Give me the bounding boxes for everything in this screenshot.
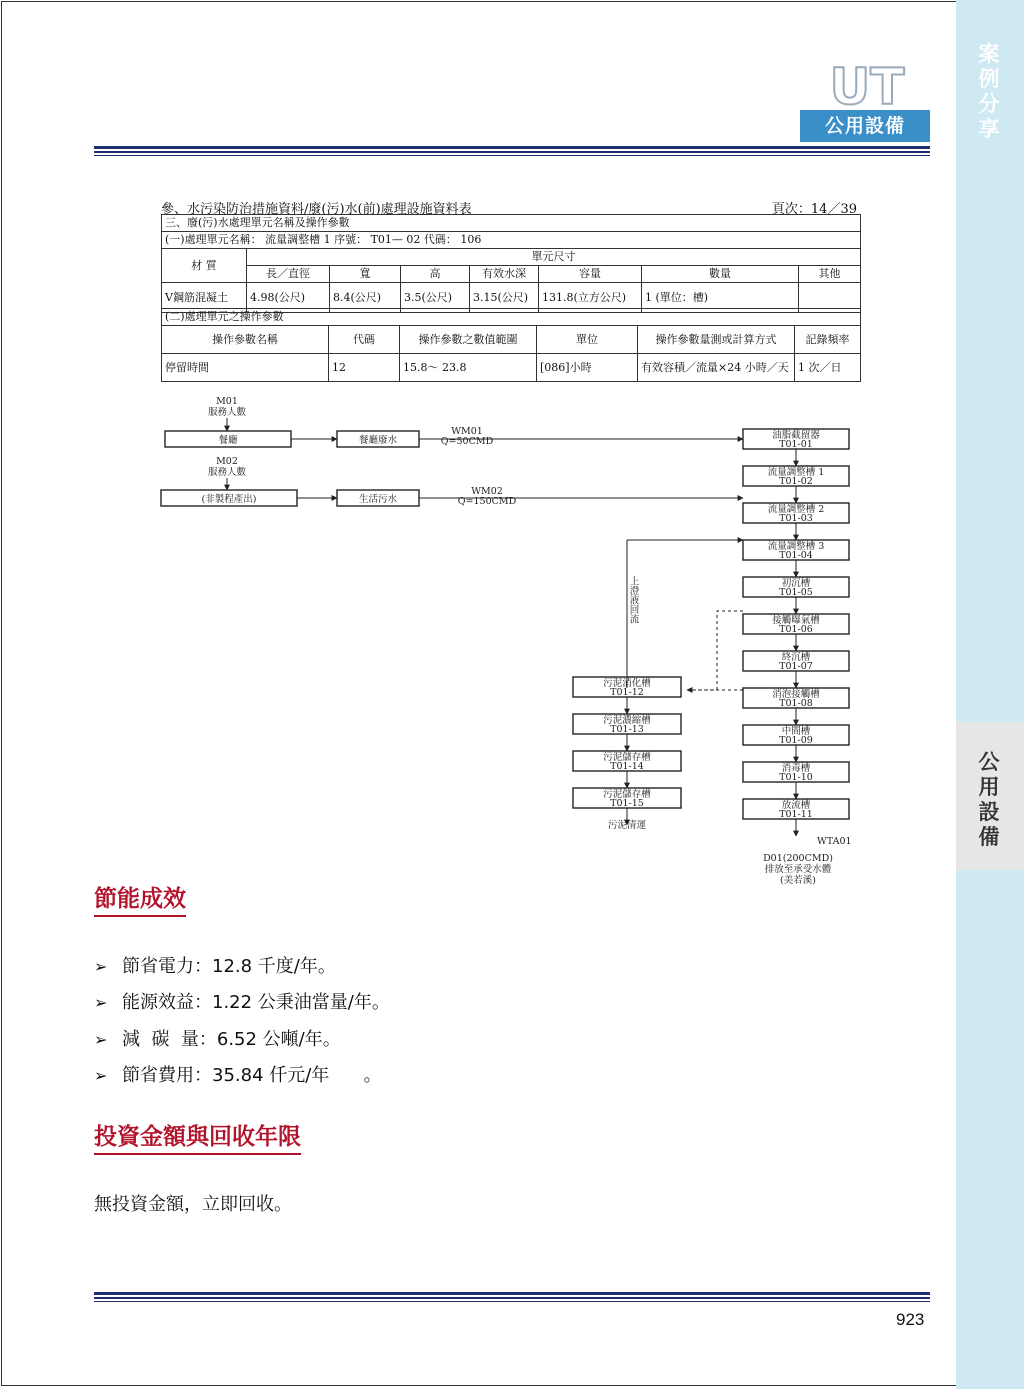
bullet-arrow-icon: ➢ <box>94 1066 108 1085</box>
flow-box-code: T01-14 <box>610 761 644 772</box>
flow-box <box>743 429 849 450</box>
ov-name: 停留時間 <box>162 354 329 382</box>
flow-box-name: 污泥儲存槽 <box>603 789 651 800</box>
flow-box-name: 中間槽 <box>781 726 811 737</box>
flow-box-code: T01-02 <box>779 476 813 487</box>
h-other: 其他 <box>799 266 861 283</box>
oh-method: 操作參數量測或計算方式 <box>638 326 795 354</box>
bullet-3 <box>94 1025 341 1051</box>
flow-box-name: 流量調整槽 3 <box>767 541 825 552</box>
h-material: 材 質 <box>162 249 247 283</box>
v-material: V鋼筋混凝土 <box>162 283 247 313</box>
energy-heading: 節能成效 <box>94 880 186 917</box>
bullet-1 <box>94 952 336 978</box>
flow-box-code: T01-10 <box>779 772 813 783</box>
bullet-1-text: 節省電力：12.8 千度/年。 <box>122 956 336 977</box>
flow-box-code: T01-07 <box>779 661 813 672</box>
left-chain <box>573 677 681 825</box>
flow-box <box>743 540 849 561</box>
flow-box-name: 終沉槽 <box>781 652 811 663</box>
flow-box <box>743 688 849 709</box>
logo-band: 公用設備 <box>800 110 930 142</box>
flow-box-code: T01-01 <box>779 439 813 450</box>
v-depth: 3.15(公尺) <box>470 283 539 313</box>
outfall-3: (美若溪) <box>780 875 816 886</box>
v-len: 4.98(公尺) <box>247 283 330 313</box>
flow-box-name: 消毒槽 <box>781 763 811 774</box>
flow-box-code: T01-05 <box>779 587 813 598</box>
scan-title: 參、水污染防治措施資料/廢(污)水(前)處理設施資料表 <box>161 202 472 217</box>
wm01-q: Q=50CMD <box>440 436 494 447</box>
flow-box-name: 初沉槽 <box>781 578 811 589</box>
ov-method: 有效容積／流量×24 小時／天 <box>638 354 795 382</box>
flow-box <box>743 725 849 746</box>
v-qty: 1 (單位：槽) <box>642 283 799 313</box>
ov-unit: [086]小時 <box>537 354 638 382</box>
ov-code: 12 <box>329 354 400 382</box>
flow-box-code: T01-13 <box>610 724 644 735</box>
flow-box <box>573 788 681 809</box>
src2-box <box>161 490 297 506</box>
flow-box <box>573 751 681 772</box>
flow-box <box>743 503 849 524</box>
flow-box-code: T01-06 <box>779 624 813 635</box>
flow-box <box>743 651 849 672</box>
flow-box-name: 污泥濃縮槽 <box>603 715 651 726</box>
flow-box-name: 流量調整槽 2 <box>767 504 825 515</box>
v-hgt: 3.5(公尺) <box>401 283 470 313</box>
oh-name: 操作參數名稱 <box>162 326 329 354</box>
flow-box-name: 放流槽 <box>781 800 811 811</box>
v-wid: 8.4(公尺) <box>330 283 401 313</box>
sludge-out: 污泥清運 <box>607 820 647 831</box>
m02-sub: 服務人數 <box>207 467 247 478</box>
h-wid: 寬 <box>330 266 401 283</box>
invest-text: 無投資金額，立即回收。 <box>94 1194 292 1215</box>
flow-box-code: T01-12 <box>610 687 644 698</box>
scan-page: 頁次：14／39 <box>771 202 857 217</box>
flow-box-code: T01-09 <box>779 735 813 746</box>
v-cap: 131.8(立方公尺) <box>539 283 642 313</box>
logo-ut-icon <box>806 64 928 110</box>
h-qty: 數量 <box>642 266 799 283</box>
outfall-2: 排放至承受水體 <box>764 864 832 875</box>
footer-rule <box>94 1292 930 1302</box>
flow-box-code: T01-03 <box>779 513 813 524</box>
return-label: 上澄液回流 <box>627 576 639 624</box>
flow-box-name: 污泥儲存槽 <box>603 752 651 763</box>
flow-box-name: 消泡接觸槽 <box>772 689 820 700</box>
bullet-3-text: 減 碳 量：6.52 公噸/年。 <box>122 1029 341 1050</box>
src2-out-text: 生活污水 <box>358 494 398 505</box>
flow-box-code: T01-04 <box>779 550 813 561</box>
src2-out-box <box>337 490 419 506</box>
ov-range: 15.8～ 23.8 <box>400 354 537 382</box>
invest-heading: 投資金額與回收年限 <box>94 1118 301 1155</box>
ov-freq: 1 次／日 <box>795 354 861 382</box>
section-ops: (二)處理單元之操作參數 <box>162 309 861 326</box>
page-number: 923 <box>896 1310 925 1329</box>
src1-out-box <box>337 431 419 447</box>
oh-range: 操作參數之數值範圍 <box>400 326 537 354</box>
bullet-arrow-icon: ➢ <box>94 957 108 976</box>
flow-box-name: 油脂截留器 <box>772 430 820 441</box>
src2-text: (非製程產出) <box>201 494 257 505</box>
m01-sub: 服務人數 <box>207 407 247 418</box>
wm01-label: WM01 <box>451 426 483 437</box>
h-len: 長／直徑 <box>247 266 330 283</box>
oh-unit: 單位 <box>537 326 638 354</box>
m01-label: M01 <box>216 396 238 407</box>
h-cap: 容量 <box>539 266 642 283</box>
bullet-2 <box>94 988 390 1014</box>
flow-box-name: 流量調整槽 1 <box>767 467 825 478</box>
flow-box <box>573 714 681 735</box>
src1-out-text: 餐廳廢水 <box>358 435 398 446</box>
wm02-q: Q=150CMD <box>457 496 517 507</box>
right-chain <box>743 429 849 836</box>
unit-line: (一)處理單元名稱： 流量調整槽 1 序號： T01— 02 代碼： 106 <box>162 232 861 249</box>
scanned-form <box>157 196 865 888</box>
bullet-arrow-icon: ➢ <box>94 993 108 1012</box>
header-rule <box>94 146 930 156</box>
side-category-active[interactable]: 公用設備 <box>978 750 1000 849</box>
flow-box-name: 接觸曝氣槽 <box>772 615 820 626</box>
src1-box <box>165 431 291 447</box>
flow-box <box>743 614 849 635</box>
bullet-4-text: 節省費用：35.84 仟元/年 。 <box>122 1065 382 1086</box>
h-depth: 有效水深 <box>470 266 539 283</box>
flow-box <box>743 577 849 598</box>
unit-table <box>161 214 861 313</box>
h-unit-size: 單元尺寸 <box>247 249 861 266</box>
bullet-4 <box>94 1061 382 1087</box>
h-hgt: 高 <box>401 266 470 283</box>
section3: 三、廢(污)水處理單元名稱及操作參數 <box>162 215 861 232</box>
bullet-arrow-icon: ➢ <box>94 1030 108 1049</box>
oh-freq: 記錄頻率 <box>795 326 861 354</box>
bullet-2-text: 能源效益：1.22 公秉油當量/年。 <box>122 992 390 1013</box>
wm02-label: WM02 <box>471 486 503 497</box>
oh-code: 代碼 <box>329 326 400 354</box>
side-strip <box>956 0 1024 1389</box>
outfall-code: WTA01 <box>817 836 852 847</box>
side-category-top[interactable]: 案例分享 <box>978 42 1000 141</box>
flow-box-name: 污泥消化槽 <box>603 678 651 689</box>
flow-box-code: T01-15 <box>610 798 644 809</box>
flow-box <box>743 762 849 783</box>
flow-diagram <box>157 388 865 888</box>
flow-box-code: T01-08 <box>779 698 813 709</box>
logo-text: UT <box>829 64 905 110</box>
ops-table <box>161 308 861 382</box>
flow-box <box>743 799 849 820</box>
flow-box-code: T01-11 <box>779 809 813 820</box>
src1-text: 餐廳 <box>218 435 238 446</box>
m02-label: M02 <box>216 456 238 467</box>
outfall-1: D01(200CMD) <box>763 853 833 864</box>
flow-box <box>743 466 849 487</box>
